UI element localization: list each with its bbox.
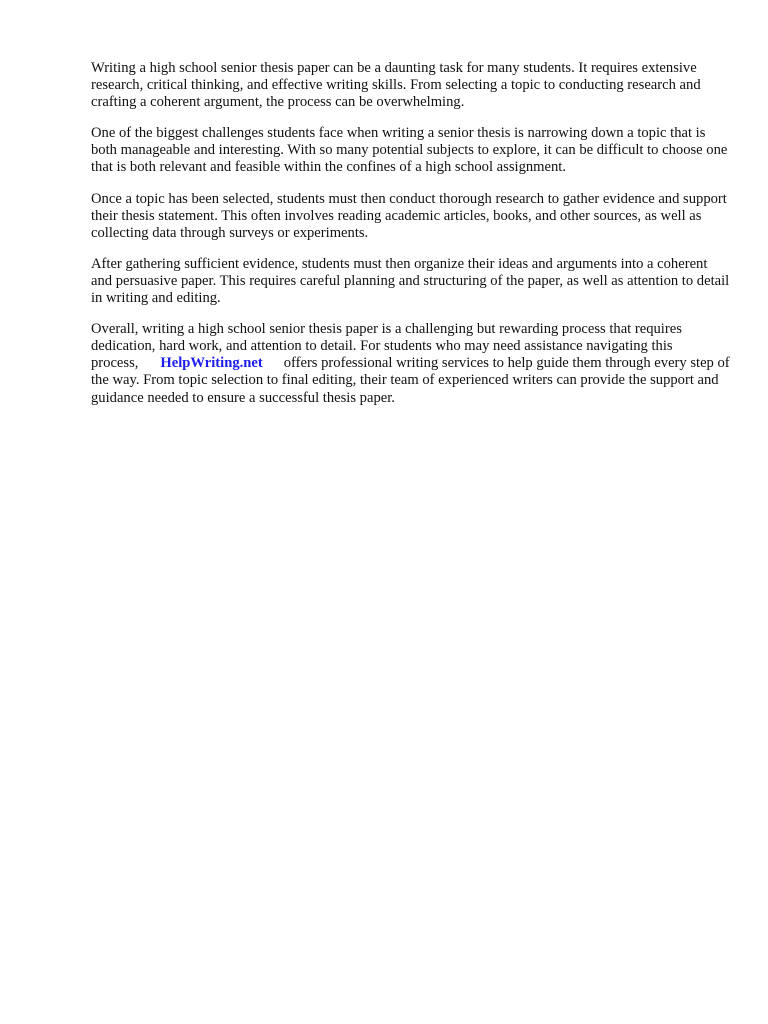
conclusion-text-after-link: offers professional writing services to help guide them through every step of the way. From topic selection to final editing, their team of experienced writers can provide the support and guidance needed to ensure a successful thesis paper. [91, 355, 730, 406]
paragraph-research: Once a topic has been selected, students must then conduct thorough research to gather evidence and support their thesis statement. This often involves reading academic articles, books, and other sources, as well as collecting data through surveys or experiments. [91, 190, 727, 241]
paragraph-intro: Writing a high school senior thesis paper can be a daunting task for many students. It requires extensive research, critical thinking, and effective writing skills. From selecting a topic to conducting research and crafting a coherent argument, the process can be overwhelming. [91, 60, 701, 111]
document-page [91, 60, 731, 421]
paragraph-topic-challenge: One of the biggest challenges students face when writing a senior thesis is narrowing down a topic that is both manageable and interesting. With so many potential subjects to explore, it can be difficult to choose one that is both relevant and feasible within the confines of a high school assignment. [91, 125, 728, 176]
conclusion-text-before-link: Overall, writing a high school senior thesis paper is a challenging but rewarding process that requires dedication, hard work, and attention to detail. For students who may need assistance navigating this process, [91, 321, 682, 372]
helpwriting-link[interactable]: HelpWriting.net [160, 355, 263, 372]
paragraph-organization: After gathering sufficient evidence, students must then organize their ideas and arguments into a coherent and persuasive paper. This requires careful planning and structuring of the paper, as well as attention to detail in writing and editing. [91, 255, 730, 307]
paragraph-conclusion [91, 321, 731, 406]
